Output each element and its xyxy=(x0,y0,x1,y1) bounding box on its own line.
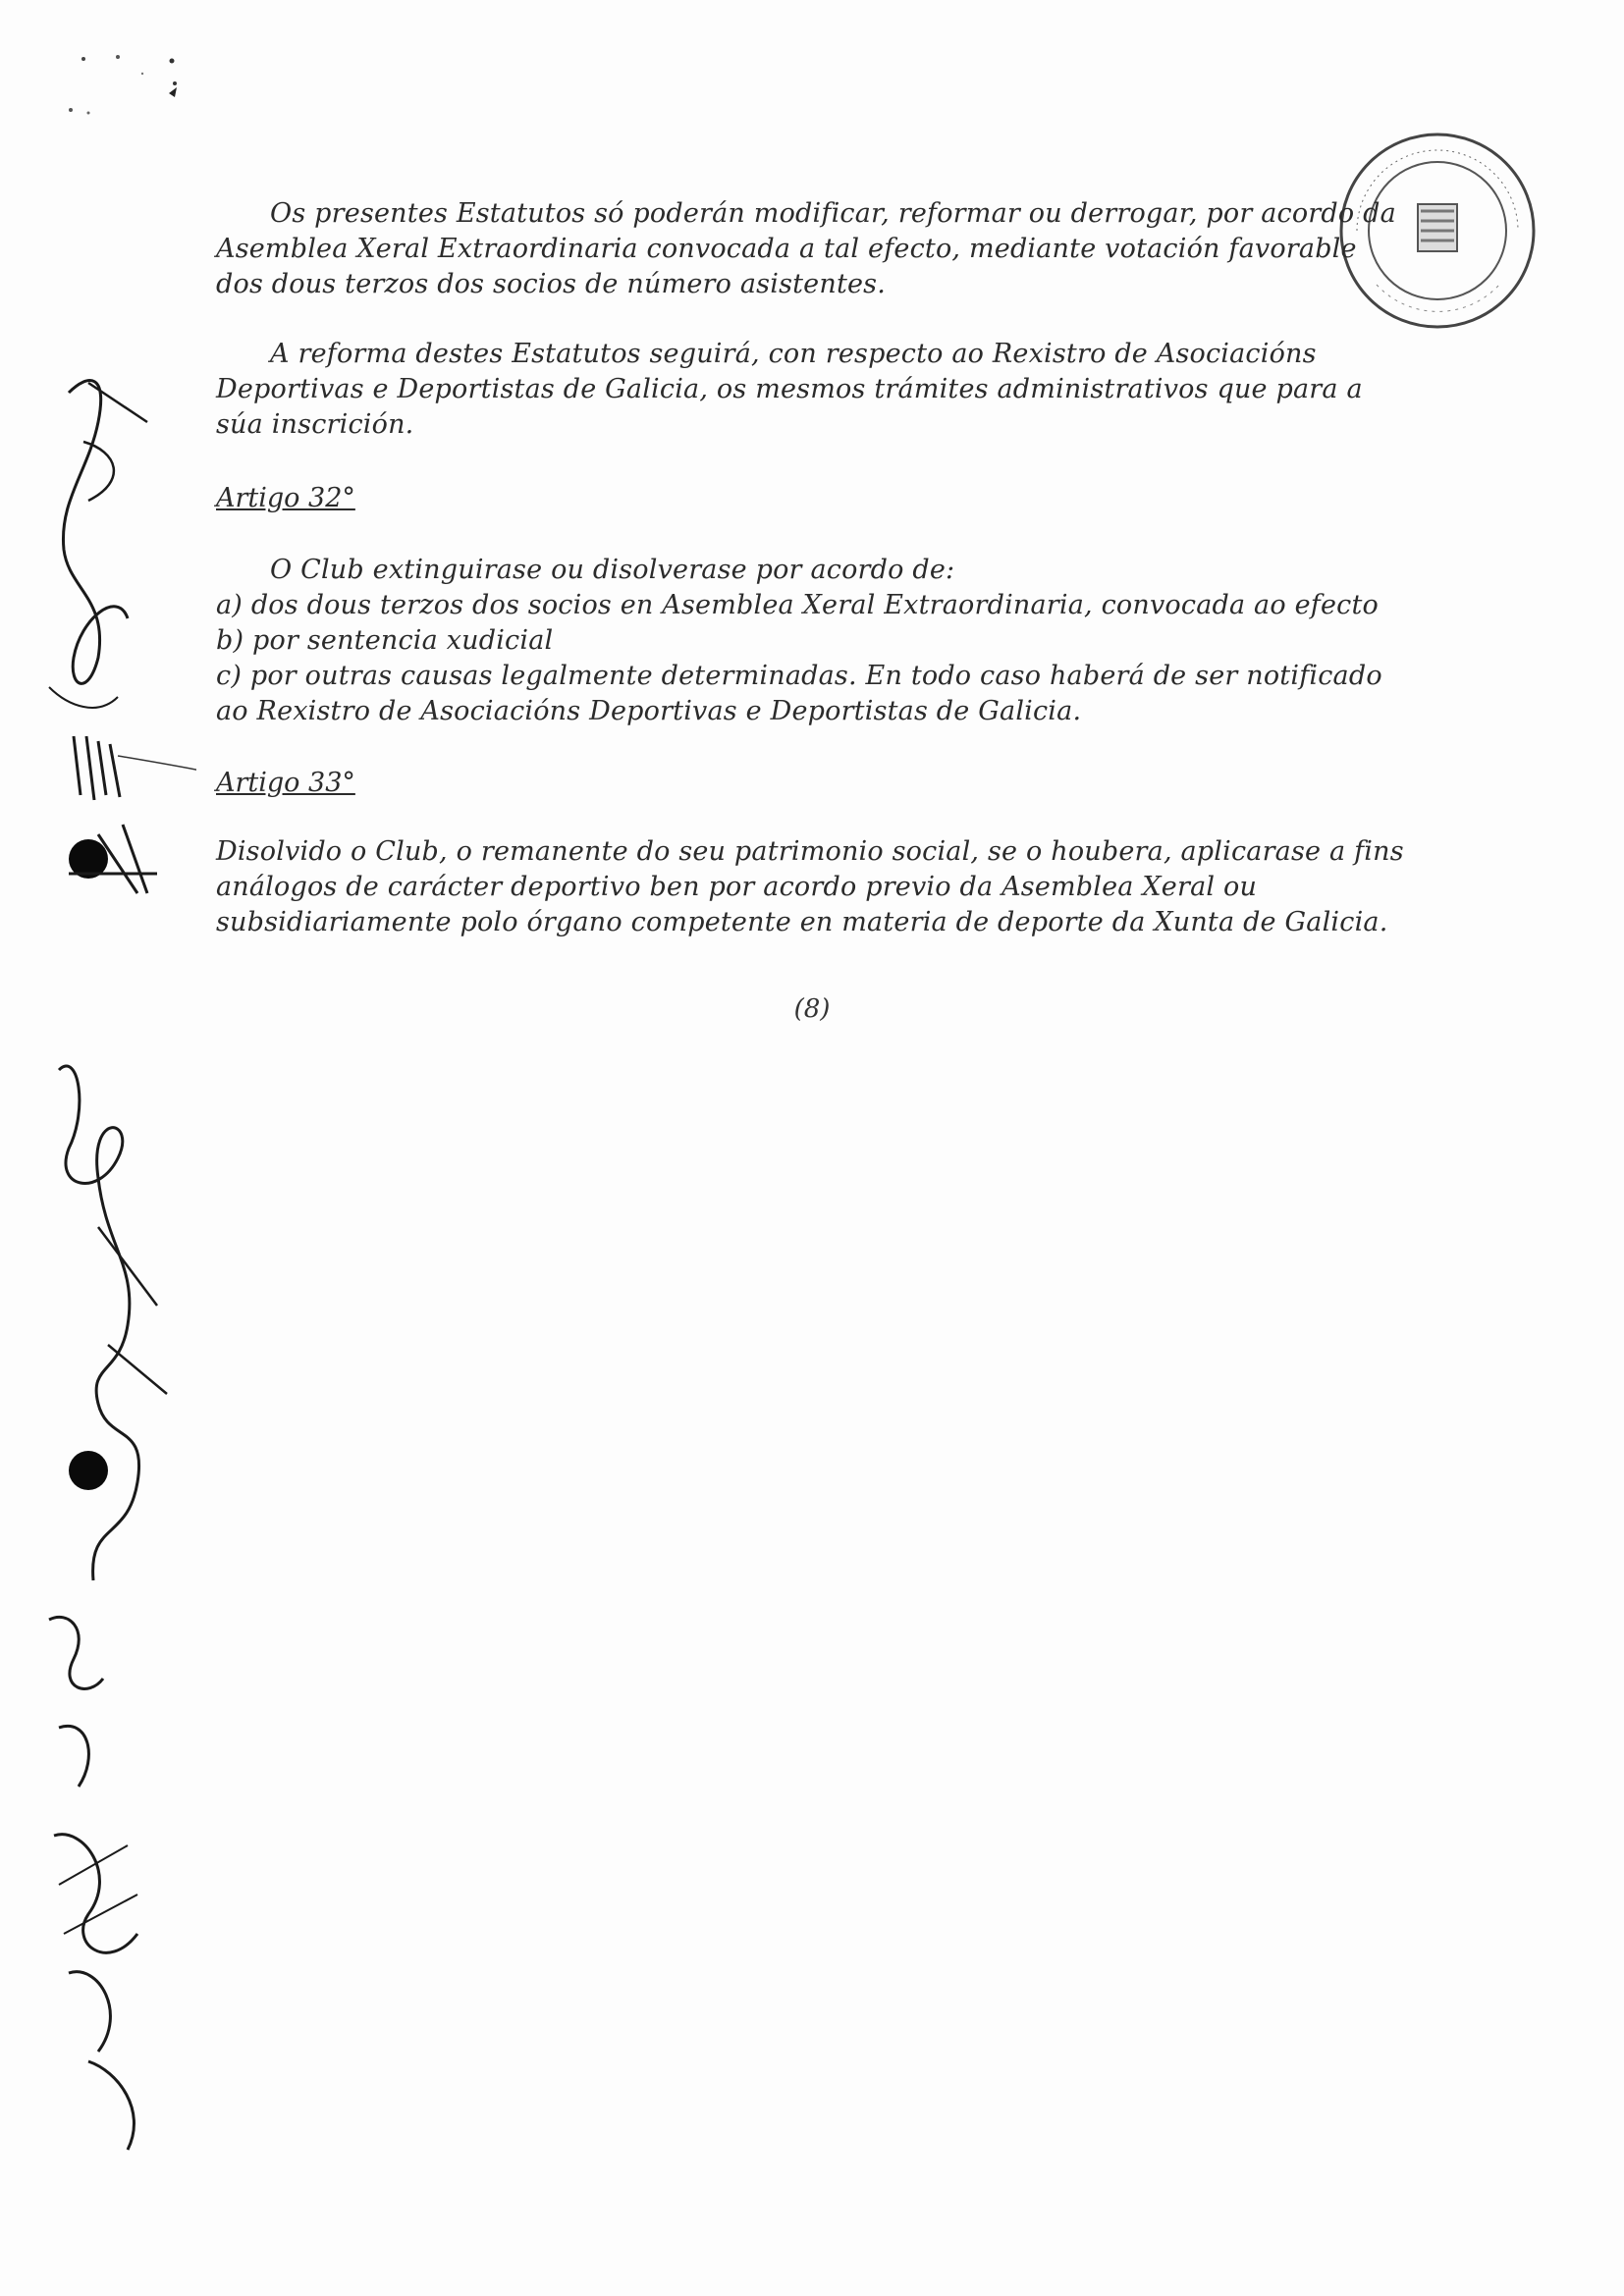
stamp-outer-text xyxy=(0,0,1,1)
article-33-heading: Artigo 33° xyxy=(216,768,355,798)
paragraph-text: Os presentes Estatutos só poderán modificar, reformar ou derrogar, por acordo da Asemblea Xeral Extraordinaria convocada a tal efecto, mediante votación favorable dos dous terzos dos socios de número asistentes. xyxy=(216,198,1396,299)
article-32-intro: O Club extinguirase ou disolverase por acordo de: xyxy=(270,555,955,585)
paragraph-reform xyxy=(216,337,1404,443)
margin-signatures xyxy=(29,363,196,2169)
scan-specks xyxy=(59,39,216,128)
paragraph-modification xyxy=(216,196,1404,302)
article-33-text: Disolvido o Club, o remanente do seu patrimonio social, se o houbera, aplicarase a fins análogos de carácter deportivo ben por acordo previo da Asemblea Xeral ou subsidiariamente polo órgano competente en materia de deporte da Xunta de Galicia. xyxy=(216,836,1404,937)
paragraph-text: A reforma destes Estatutos seguirá, con respecto ao Rexistro de Asociacións Deportivas e Deportistas de Galicia, os mesmos trámites administrativos que para a súa inscrición. xyxy=(216,339,1363,440)
article-32-item-b: b) por sentencia xudicial xyxy=(216,625,554,656)
article-33-body xyxy=(216,834,1404,940)
article-32-body xyxy=(216,553,1404,729)
article-32-heading: Artigo 32° xyxy=(216,483,355,513)
article-32-item-c: c) por outras causas legalmente determinadas. En todo caso haberá de ser notificado ao Rexistro de Asociacións Deportivas e Deportistas de Galicia. xyxy=(216,661,1382,726)
page-number: (8) xyxy=(793,994,831,1024)
article-32-item-a: a) dos dous terzos dos socios en Asemblea Xeral Extraordinaria, convocada ao efecto xyxy=(216,590,1379,620)
